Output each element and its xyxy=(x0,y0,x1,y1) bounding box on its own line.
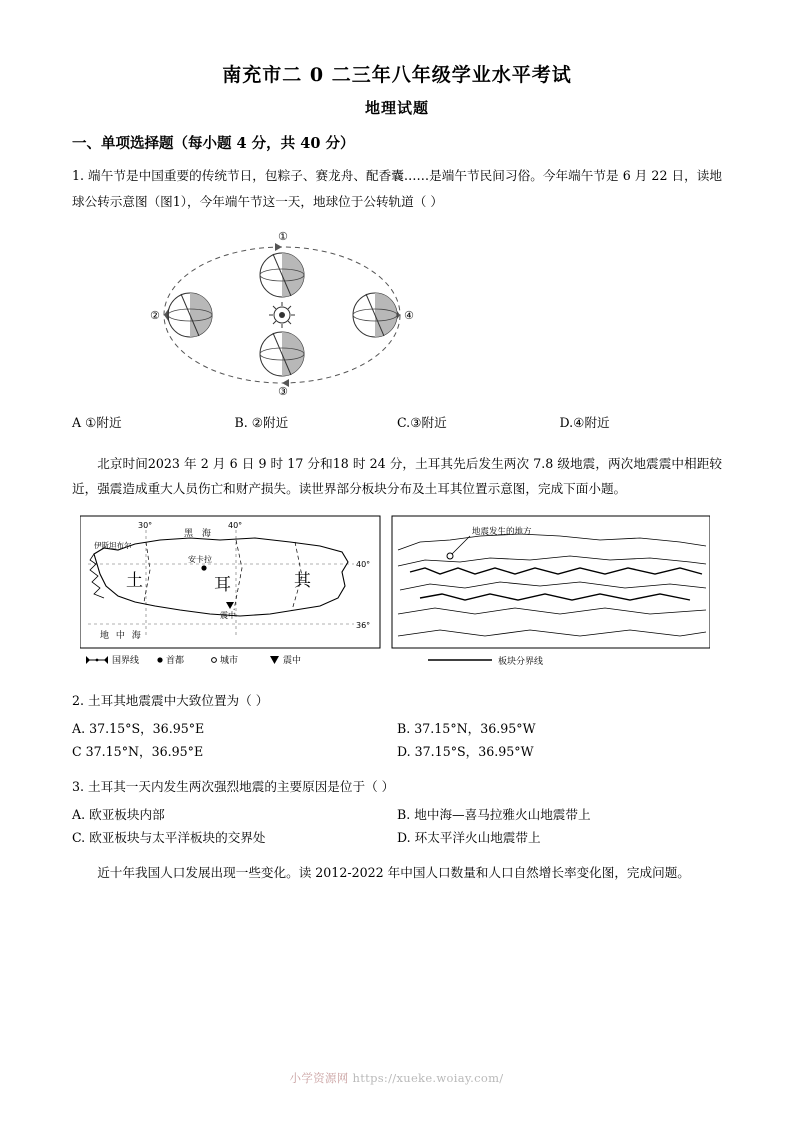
q2-option-a[interactable]: A. 37.15°S，36.95°E xyxy=(72,721,205,737)
section-heading-1: 一、单项选择题（每小题 4 分，共 40 分） xyxy=(72,135,355,152)
legend-capital-label: 首都 xyxy=(166,656,185,667)
q3-option-d[interactable]: D. 环太平洋火山地震带上 xyxy=(397,829,541,845)
page-content xyxy=(72,60,722,886)
q2-option-b[interactable]: B. 37.15°N，36.95°W xyxy=(397,721,536,737)
figure1-label-2: ② xyxy=(150,308,160,322)
q3-option-c[interactable]: C. 欧亚板块与太平洋板块的交界处 xyxy=(72,829,266,845)
q3-option-b[interactable]: B. 地中海—喜马拉雅火山地震带上 xyxy=(397,806,591,822)
left-map-lat-36: 36° xyxy=(356,621,371,631)
figure1-label-3: ③ xyxy=(278,384,288,398)
left-map-ankara-label: 安卡拉 xyxy=(188,555,212,565)
q3-option-a[interactable]: A. 欧亚板块内部 xyxy=(72,806,165,822)
left-map-legend xyxy=(86,654,301,666)
earth-position-1 xyxy=(260,230,304,297)
legend-epicenter-label: 震中 xyxy=(283,656,302,667)
figure-2-container xyxy=(72,510,722,682)
question-1-stem: 1. 端午节是中国重要的传统节日，包粽子、赛龙舟、配香囊……是端午节民间习俗。今年端午节是 6 月 22 日，读地球公转示意图（图1），今年端午节这一天，地球位于公转轨道（ ） xyxy=(72,168,722,209)
left-map-mediterranean-label: 地 中 海 xyxy=(100,631,143,642)
right-map-legend-label: 板块分界线 xyxy=(498,657,544,668)
q1-option-b[interactable]: B. ②附近 xyxy=(234,414,289,430)
left-map-istanbul-label: 伊斯坦布尔 xyxy=(94,541,132,551)
left-map-country-char-2: 耳 xyxy=(214,575,231,596)
watermark-url: https://xueke.woiay.com/ xyxy=(352,1071,504,1085)
left-map-lat-40-top: 40° xyxy=(228,521,243,531)
watermark-site-name: 小学资源网 xyxy=(289,1071,349,1085)
left-map-country-char-1: 土 xyxy=(126,571,143,592)
turkey-plate-map-figure xyxy=(80,510,710,682)
page-title: 南充市二 0 二三年八年级学业水平考试 xyxy=(222,64,572,86)
question-2-options-row-2 xyxy=(72,741,722,760)
question-1-options xyxy=(72,412,722,431)
earth-position-2 xyxy=(150,293,212,337)
q1-option-a[interactable]: A ①附近 xyxy=(72,414,122,430)
right-map-earthquake-label: 地震发生的地方 xyxy=(472,527,532,538)
left-map-black-sea-label: 黑 海 xyxy=(184,529,214,540)
page-subtitle: 地理试题 xyxy=(364,99,429,117)
figure1-label-4: ④ xyxy=(404,308,414,322)
earth-revolution-diagram xyxy=(132,223,432,408)
left-map xyxy=(80,516,380,666)
earth-position-4 xyxy=(353,293,414,337)
question-2-options-row-1 xyxy=(72,718,722,737)
right-map xyxy=(392,516,710,667)
question-2-stem: 2. 土耳其地震震中大致位置为（ ） xyxy=(72,693,269,709)
legend-border-label: 国界线 xyxy=(112,656,140,667)
earth-position-3 xyxy=(260,332,304,398)
left-map-lat-40-side: 40° xyxy=(356,560,371,570)
figure-1-container xyxy=(72,223,722,408)
figure1-label-1: ① xyxy=(278,229,288,243)
sun-symbol xyxy=(269,302,295,328)
passage-2: 北京时间2023 年 2 月 6 日 9 时 17 分和18 时 24 分，土耳其先后发生两次 7.8 级地震，两次地震震中相距较近，强震造成重大人员伤亡和财产损失。读世界部分板块分布及土耳其位置示意图，完成下面小题。 xyxy=(72,455,722,497)
q1-option-d[interactable]: D.④附近 xyxy=(559,414,610,430)
q1-option-c[interactable]: C.③附近 xyxy=(397,414,447,430)
passage-4: 近十年我国人口发展出现一些变化。读 2012-2022 年中国人口数量和人口自然增长率变化图，完成问题。 xyxy=(97,864,690,880)
left-map-country-char-3: 其 xyxy=(294,571,311,592)
watermark xyxy=(0,1070,793,1086)
left-map-lat-30: 30° xyxy=(138,521,153,531)
question-3-options-row-1 xyxy=(72,804,722,823)
q2-option-c[interactable]: C 37.15°N，36.95°E xyxy=(72,744,204,760)
legend-city-label: 城市 xyxy=(220,656,239,667)
q2-option-d[interactable]: D. 37.15°S，36.95°W xyxy=(397,744,534,760)
left-map-epicenter-label: 震中 xyxy=(220,611,236,621)
question-3-options-row-2 xyxy=(72,827,722,846)
question-3-stem: 3. 土耳其一天内发生两次强烈地震的主要原因是位于（ ） xyxy=(72,779,395,795)
